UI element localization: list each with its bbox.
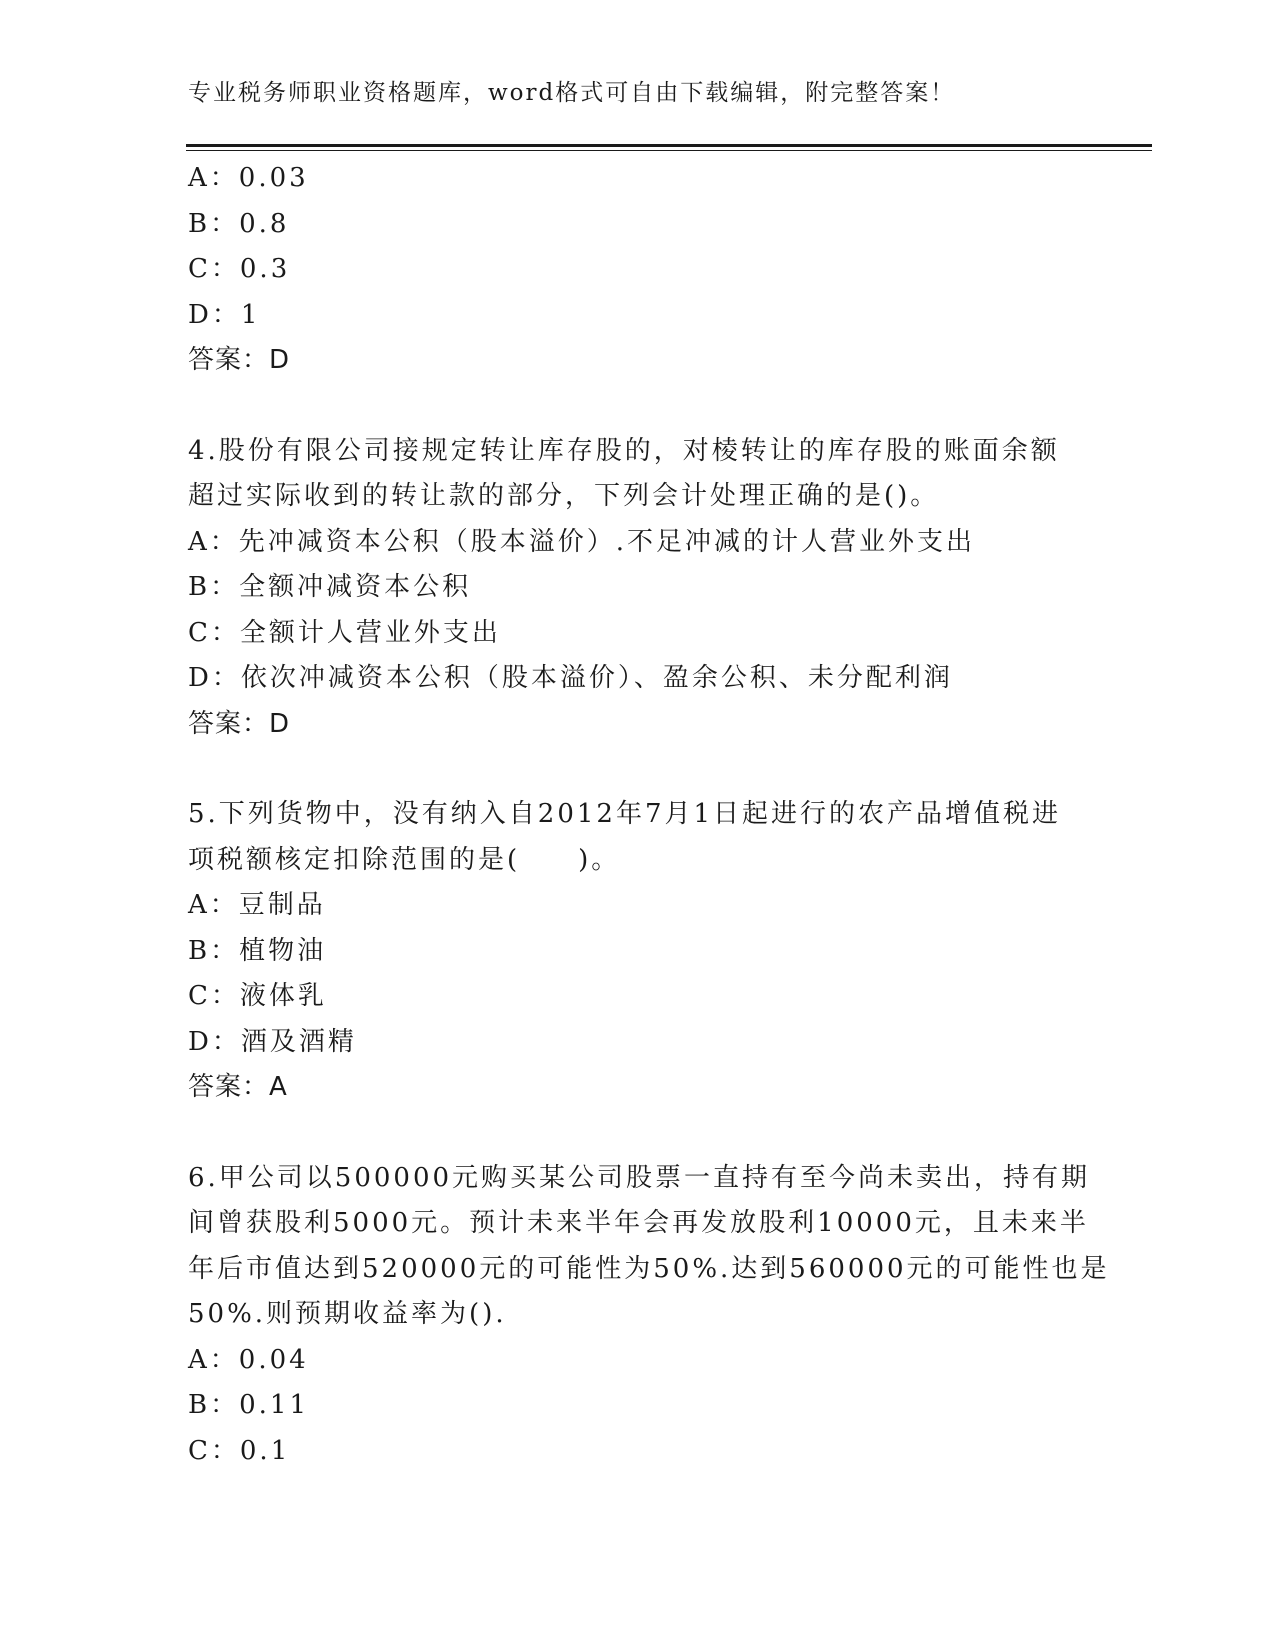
question-6 — [188, 1156, 1110, 1475]
option-a: A：先冲减资本公积（股本溢价）.不足冲减的计人营业外支出 — [188, 526, 976, 557]
question-stem-line: 6.甲公司以500000元购买某公司股票一直持有至今尚未卖出，持有期 — [188, 1162, 1091, 1193]
option-a: A：豆制品 — [188, 890, 326, 920]
header-rule-thin — [186, 150, 1152, 151]
option-c: C：0.3 — [188, 254, 291, 284]
option-b: B：0.11 — [188, 1390, 309, 1420]
answer: 答案：A — [188, 1072, 288, 1102]
option-b: B：0.8 — [188, 208, 290, 239]
option-d: D：酒及酒精 — [188, 1026, 357, 1057]
question-stem-line: 5.下列货物中，没有纳入自2012年7月1日起进行的农产品增值税进 — [188, 799, 1062, 829]
question-stem-line: 超过实际收到的转让款的部分，下列会计处理正确的是()。 — [188, 481, 940, 511]
answer: 答案：D — [188, 708, 291, 739]
option-c: C：0.1 — [188, 1435, 291, 1466]
option-d: D：依次冲减资本公积（股本溢价）、盈余公积、未分配利润 — [188, 663, 953, 693]
question-5 — [188, 792, 1088, 1111]
option-b: B：植物油 — [188, 935, 327, 966]
question-content — [188, 156, 1110, 1474]
question-stem-line: 项税额核定扣除范围的是( )。 — [188, 844, 621, 875]
question-stem-line: 4.股份有限公司接规定转让库存股的，对棱转让的库存股的账面余额 — [188, 435, 1060, 466]
header-rule — [186, 144, 1152, 147]
question-4 — [188, 429, 1088, 748]
option-c: C：液体乳 — [188, 981, 327, 1011]
question-stem-line: 年后市值达到520000元的可能性为50%.达到560000元的可能性也是 — [188, 1253, 1110, 1284]
question-3 — [188, 156, 1088, 384]
option-b: B：全额冲减资本公积 — [188, 572, 472, 602]
answer: 答案：D — [188, 345, 291, 375]
question-stem-line: 间曾获股利5000元。预计未来半年会再发放股利10000元，且未来半 — [188, 1208, 1089, 1238]
option-a: A：0.04 — [188, 1344, 309, 1375]
option-c: C：全额计人营业外支出 — [188, 617, 501, 648]
option-a: A：0.03 — [188, 163, 309, 193]
page-header: 专业税务师职业资格题库，word格式可自由下载编辑，附完整答案！ — [188, 80, 956, 106]
question-stem-line: 50%.则预期收益率为(). — [188, 1299, 507, 1329]
option-d: D：1 — [188, 299, 261, 330]
